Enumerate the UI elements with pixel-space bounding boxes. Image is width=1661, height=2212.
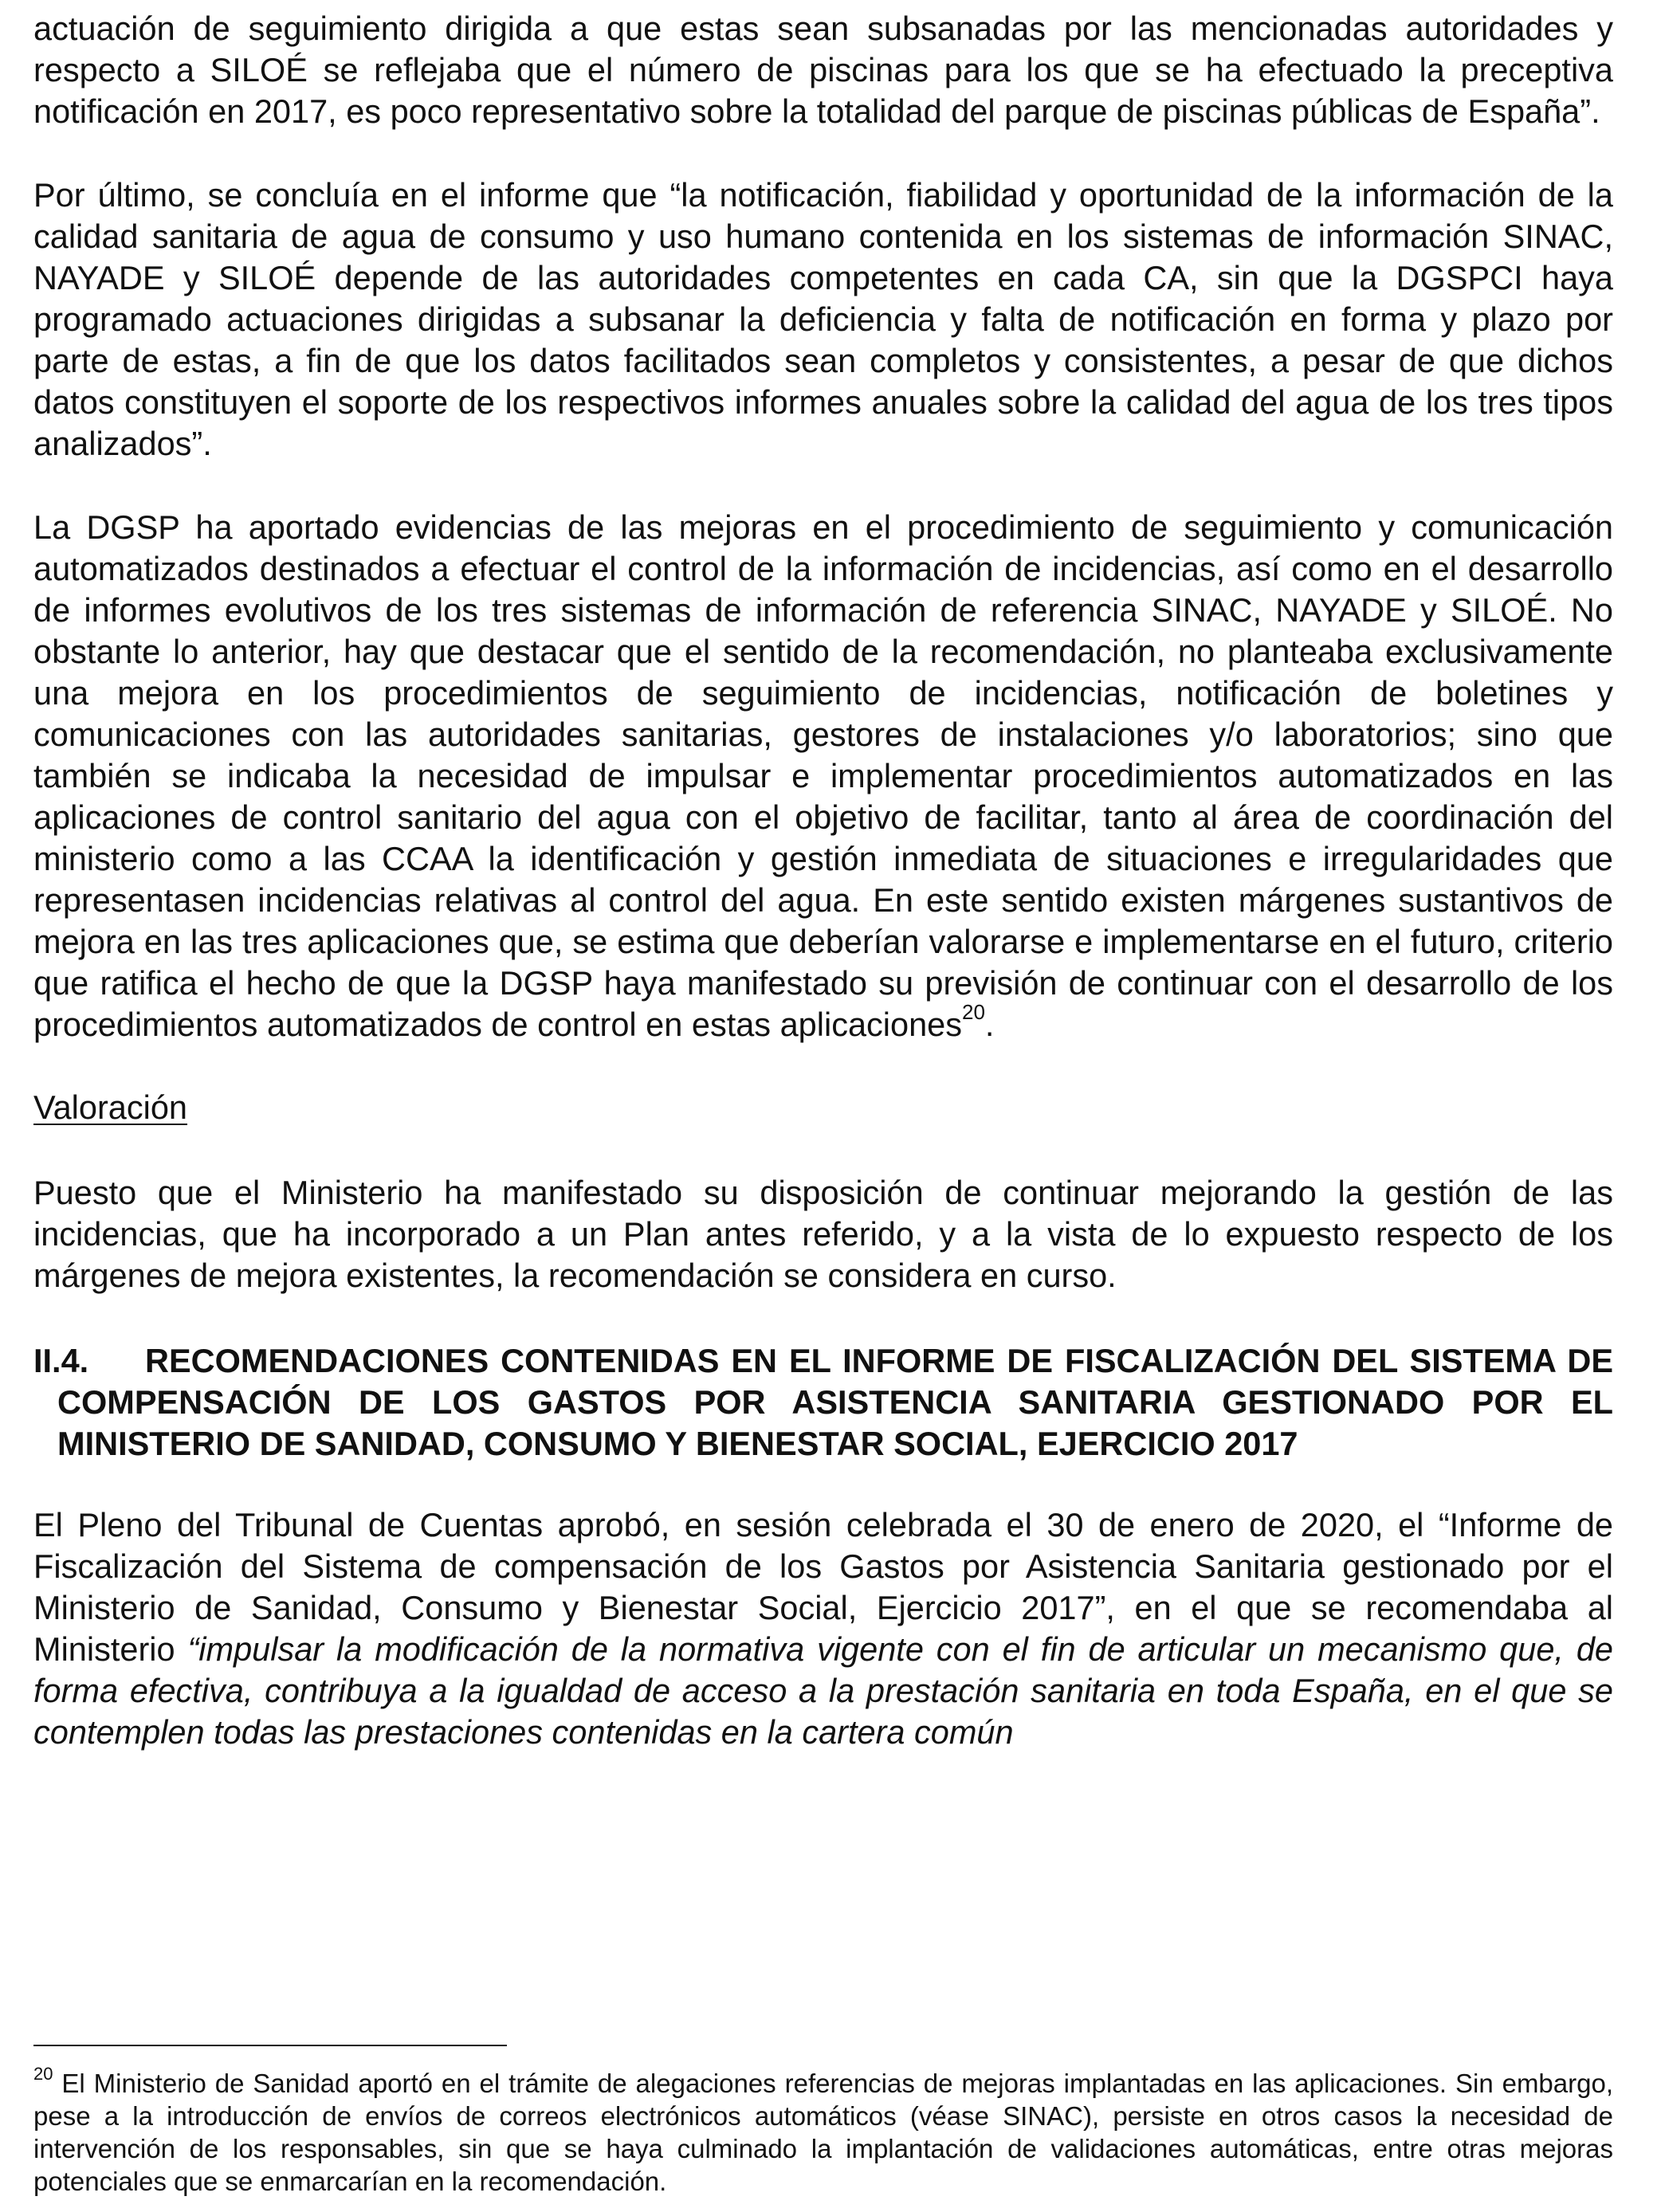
paragraph-dgsp-evidence-text: La DGSP ha aportado evidencias de las mejoras en el procedimiento de seguimiento y comunicación automatizados destinados a efectuar el control de la información de incidencias, así como en el desarrollo de informes evolutivos de los tres sistemas de información de referencia SINAC, NAYADE y SILOÉ. No obstante lo anterior, hay que destacar que el sentido de la recomendación, no planteaba exclusivamente una mejora en los procedimientos de seguimiento de incidencias, notificación de boletines y comunicaciones con las autoridades sanitarias, gestores de instalaciones y/o laboratorios; sino que también se indicaba la necesidad de impulsar e implementar procedimientos automatizados en las aplicaciones de control sanitario del agua con el objetivo de facilitar, tanto al área de coordinación del ministerio como a las CCAA la identificación y gestión inmediata de situaciones e irregularidades que representasen incidencias relativas al control del agua. En este sentido existen márgenes sustantivos de mejora en las tres aplicaciones que, se estima que deberían valorarse e implementarse en el futuro, criterio que ratifica el hecho de que la DGSP haya manifestado su previsión de continuar con el desarrollo de los procedimientos automatizados de control en estas aplicaciones — [33, 508, 1613, 1043]
paragraph-pleno-quote: “impulsar la modificación de la normativa vigente con el fin de articular un mecanismo que, de forma efectiva, contribuya a la igualdad de acceso a la prestación sanitaria en toda España, en el que se contemplen todas las prestaciones contenidas en la cartera común — [33, 1630, 1613, 1751]
paragraph-siloe-conclusion: actuación de seguimiento dirigida a que estas sean subsanadas por las mencionadas autoridades y respecto a SILOÉ se reflejaba que el número de piscinas para los que se ha efectuado la preceptiva notificación en 2017, es poco representativo sobre la totalidad del parque de piscinas públicas de España”. — [33, 10, 1613, 130]
paragraph-final-conclusion: Por último, se concluía en el informe que “la notificación, fiabilidad y oportunidad de la información de la calidad sanitaria de agua de consumo y uso humano contenida en los sistemas de información SINAC, NAYADE y SILOÉ depende de las autoridades competentes en cada CA, sin que la DGSPCI haya programado actuaciones dirigidas a subsanar la deficiencia y falta de notificación en forma y plazo por parte de estas, a fin de que los datos facilitados sean completos y consistentes, a pesar de que dichos datos constituyen el soporte de los respectivos informes anuales sobre la calidad del agua de los tres tipos analizados”. — [33, 176, 1613, 462]
paragraph-dgsp-evidence-end: . — [984, 1006, 995, 1043]
section-heading-ii-4 — [33, 1340, 1613, 1465]
footnote-text: El Ministerio de Sanidad aportó en el trámite de alegaciones referencias de mejoras implantadas en las aplicaciones. Sin embargo, pese a la introducción de envíos de correos electrónicos automáticos (véase SINAC), persiste en otros casos la necesidad de intervención de los responsables, sin que se haya culminado la implantación de validaciones automáticas, entre otras mejoras potenciales que se enmarcarían en la recomendación. — [33, 2069, 1613, 2196]
footnote-reference-20[interactable]: 20 — [961, 1000, 985, 1025]
section-title: RECOMENDACIONES CONTENIDAS EN EL INFORME DE FISCALIZACIÓN DEL SISTEMA DE COMPENSACIÓN DE LOS GASTOS POR ASISTENCIA SANITARIA GESTIONADO POR EL MINISTERIO DE SANIDAD, CONSUMO Y BIENESTAR SOCIAL, EJERCICIO 2017 — [57, 1342, 1613, 1462]
footnote-number: 20 — [33, 2064, 53, 2084]
paragraph-valoracion: Puesto que el Ministerio ha manifestado su disposición de continuar mejorando la gestión de las incidencias, que ha incorporado a un Plan antes referido, y a la vista de lo expuesto respecto de los márgenes de mejora existentes, la recomendación se considera en curso. — [33, 1174, 1613, 1294]
valoracion-heading — [33, 1087, 1613, 1128]
document-page — [33, 8, 1613, 1753]
valoracion-heading-text: Valoración — [33, 1088, 188, 1126]
footnote-separator — [33, 2045, 507, 2046]
paragraph-pleno — [33, 1504, 1613, 1753]
paragraph-pleno-text: El Pleno del Tribunal de Cuentas aprobó, en sesión celebrada el 30 de enero de 2020, el “Informe de Fiscalización del Sistema de compensación de los Gastos por Asistencia Sanitaria gestionado por el Ministerio de Sanidad, Consumo y Bienestar Social, Ejercicio 2017”, en el que se recomendaba al Ministerio — [33, 1506, 1613, 1668]
footnote-20 — [33, 2064, 1613, 2198]
paragraph-dgsp-evidence — [33, 507, 1613, 1045]
section-number: II.4. — [33, 1342, 89, 1379]
